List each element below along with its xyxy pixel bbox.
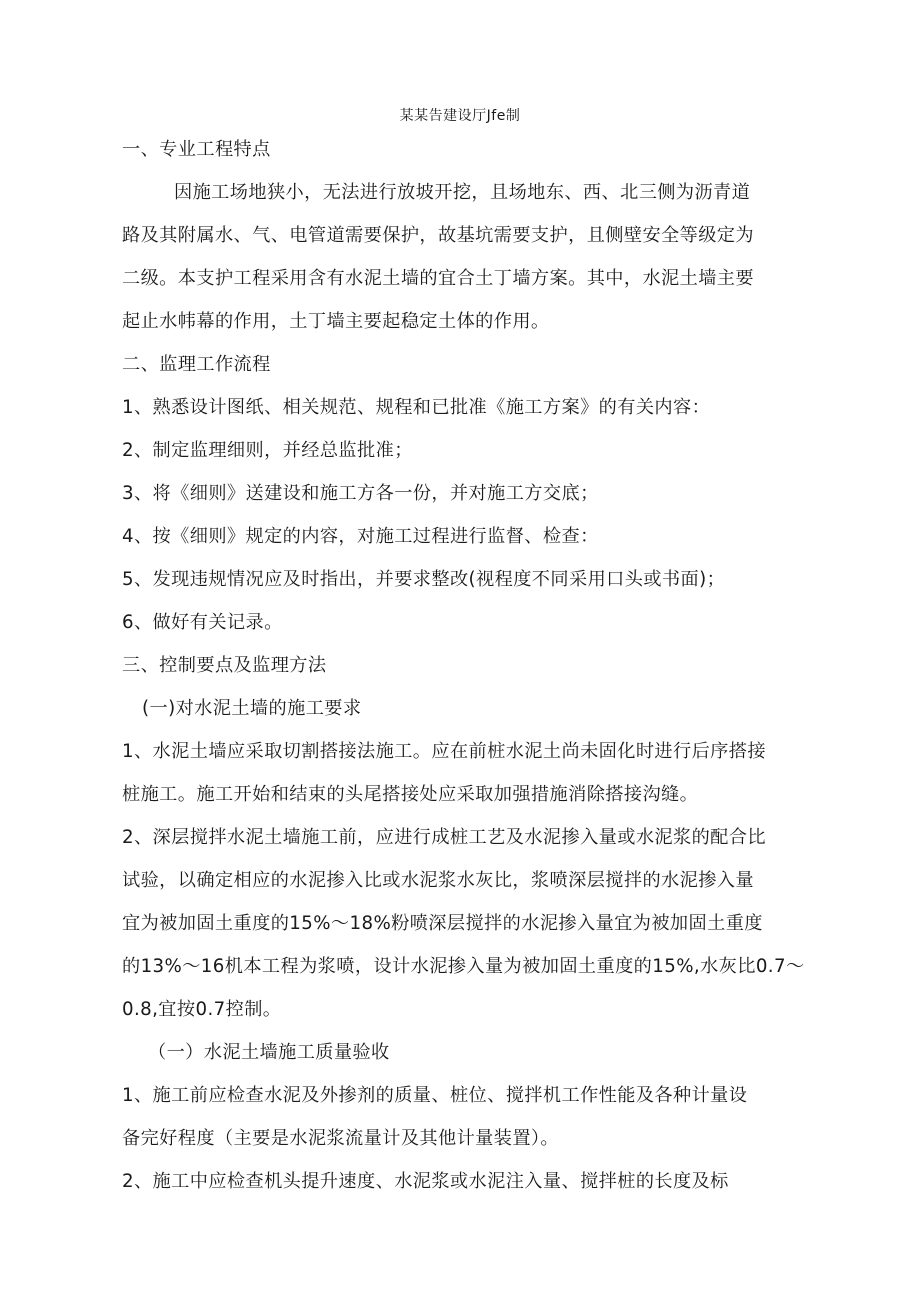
list-item: 2、制定监理细则，并经总监批准； (122, 440, 413, 461)
section-title-3: 三、控制要点及监理方法 (122, 655, 327, 676)
paragraph-line: 宜为被加固土重度的15%〜18%粉喷深层搅拌的水泥掺入量宜为被加固土重度 (122, 913, 763, 934)
paragraph-line: 因施工场地狭小，无法进行放坡开挖，且场地东、西、北三侧为沥青道 (174, 182, 751, 203)
paragraph-line: 2、施工中应检查机头提升速度、水泥浆或水泥注入量、搅拌桩的长度及标 (122, 1171, 729, 1192)
paragraph-line: 桩施工。施工开始和结束的头尾搭接处应采取加强措施消除搭接沟缝。 (122, 784, 699, 805)
page-header: 某某告建设厅Jfe制 (399, 108, 521, 124)
list-item: 1、熟悉设计图纸、相关规范、规程和已批准《施工方案》的有关内容： (122, 397, 711, 418)
paragraph-line: 0.8,宜按0.7控制。 (122, 999, 282, 1020)
section-title-2: 二、监理工作流程 (122, 354, 271, 375)
document-body (122, 128, 822, 1203)
list-item: 5、发现违规情况应及时指出，并要求整改(视程度不同采用口头或书面)； (122, 569, 726, 590)
paragraph-line: 备完好程度（主要是水泥浆流量计及其他计量装置）。 (122, 1128, 560, 1149)
paragraph-line: 起止水帏幕的作用，土丁墙主要起稳定土体的作用。 (122, 311, 550, 332)
paragraph-line: 路及其附属水、气、电管道需要保护，故基坑需要支护，且侧壁安全等级定为 (122, 225, 754, 246)
paragraph-line: 试验，以确定相应的水泥掺入比或水泥浆水灰比，浆喷深层搅拌的水泥掺入量 (122, 870, 754, 891)
paragraph-line: 1、施工前应检查水泥及外掺剂的质量、桩位、搅拌机工作性能及各种计量设 (122, 1085, 748, 1106)
section-title-1: 一、专业工程特点 (122, 139, 271, 160)
list-item: 3、将《细则》送建设和施工方各一份，并对施工方交底； (122, 483, 599, 504)
paragraph-line: 的13%〜16机本工程为浆喷，设计水泥掺入量为被加固土重度的15%,水灰比0.7〜 (122, 956, 805, 977)
list-item: 6、做好有关记录。 (122, 612, 283, 633)
subsection-title: (一)对水泥土墙的施工要求 (142, 698, 362, 719)
subsection-title: （一）水泥土墙施工质量验收 (148, 1042, 390, 1063)
paragraph-line: 2、深层搅拌水泥土墙施工前，应进行成桩工艺及水泥掺入量或水泥浆的配合比 (122, 827, 766, 848)
list-item: 4、按《细则》规定的内容，对施工过程进行监督、检查： (122, 526, 599, 547)
paragraph-line: 1、水泥土墙应采取切割搭接法施工。应在前桩水泥土尚未固化时进行后序搭接 (122, 741, 766, 762)
paragraph-line: 二级。本支护工程采用含有水泥土墙的宜合土丁墙方案。其中，水泥土墙主要 (122, 268, 754, 289)
